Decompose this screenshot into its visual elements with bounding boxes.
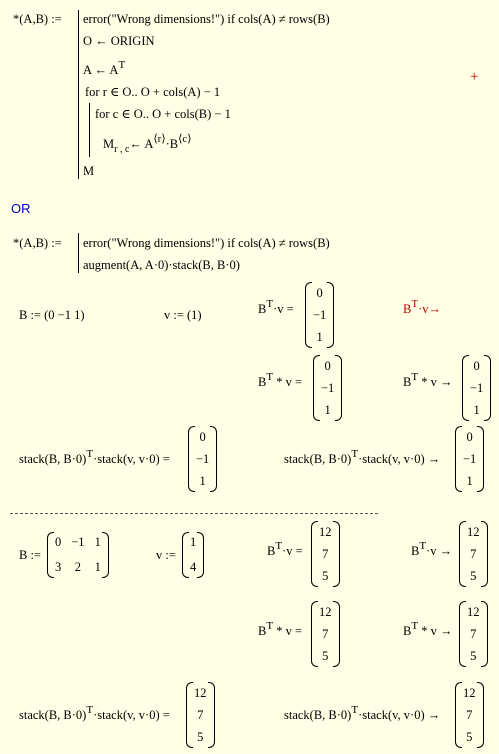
s2-stack-arrow-r2: 5 (466, 730, 473, 744)
s1-star-b: B (258, 375, 267, 389)
s1-star-symbolic[interactable] (403, 371, 453, 390)
s1-stack-a: stack(B, B·0) (19, 452, 87, 466)
s2-b-lhs[interactable]: B := (19, 548, 41, 562)
s2-bt-v-symbolic[interactable] (411, 540, 453, 559)
s2-dot-eq-r1: 7 (322, 547, 329, 561)
s2-b-02: 1 (94, 535, 101, 549)
s2-b-12: 1 (94, 560, 101, 574)
s1-bt-v-r0: 0 (316, 286, 323, 300)
s2-star-sym-t: T (411, 620, 419, 632)
s1-stack-sym-a: stack(B, B·0) (284, 452, 352, 466)
s1-stack-symbolic[interactable] (284, 448, 441, 467)
def2-line2[interactable]: augment(A, A·0)·stack(B, B·0) (83, 258, 240, 272)
s1-stack-eq-r0: 0 (199, 430, 206, 444)
s1-red-b: B (403, 302, 412, 316)
s1-v-definition[interactable]: v := (1) (164, 308, 202, 322)
def1-line5[interactable]: for c ∈ O.. O + cols(B) − 1 (95, 107, 231, 121)
s2-dot-arrow-r0: 12 (467, 525, 480, 539)
s1-star-eq-r2: 1 (324, 403, 331, 417)
s2-v-1: 4 (190, 560, 197, 574)
s2-sym-tail: ·v → (426, 544, 453, 558)
s2-star-eq-r1: 7 (322, 627, 329, 641)
s2-bt-v-symbolic-result (459, 521, 488, 587)
s1-stack-arrow-r2: 1 (466, 474, 473, 488)
def1-line4[interactable]: for r ∈ O.. O + cols(A) − 1 (85, 85, 221, 99)
s2-dot-arrow-r2: 5 (470, 569, 477, 583)
s1-star-eval[interactable] (258, 371, 303, 390)
s2-stack-eq-r2: 5 (197, 730, 204, 744)
s1-bt-v-eval[interactable] (258, 298, 294, 317)
s1-stack-arrow-r1: −1 (463, 452, 477, 466)
s2-dot-eq-r0: 12 (319, 525, 332, 539)
s1-stack-t: T (86, 448, 94, 460)
def1-line1[interactable]: error("Wrong dimensions!") if cols(A) ≠ rows(B) (83, 12, 330, 26)
s2-dotv: ·v = (282, 544, 303, 558)
s2-star-eq-r0: 12 (319, 605, 332, 619)
def1-line6-mid: ← A (129, 137, 154, 151)
s1-stack-sym-t: T (351, 448, 359, 460)
s1-star-sym-t: T (411, 371, 419, 383)
s2-sym-b: B (411, 544, 420, 558)
s1-dotv: ·v = (273, 302, 294, 316)
s2-b: B (267, 544, 276, 558)
s1-stack-arrow-r0: 0 (466, 430, 473, 444)
s2-bt-v-result (311, 521, 340, 587)
s1-stack-eq-r2: 1 (199, 474, 206, 488)
s1-b: B (258, 302, 267, 316)
s1-red-tail: ·v→ (418, 302, 441, 316)
s1-stack-eval-result (188, 426, 217, 492)
def2-lhs[interactable]: *(A,B) := (13, 236, 62, 250)
s1-bt-v-r2: 1 (316, 330, 323, 344)
s2-star-sym-b: B (403, 624, 412, 638)
s2-stack-symbolic[interactable] (284, 704, 441, 723)
region-separator (10, 513, 378, 514)
s1-b-definition[interactable]: B := (0 −1 1) (19, 308, 85, 322)
def1-line3-a: A ← A (83, 63, 119, 77)
s2-stack-t: T (86, 704, 94, 716)
s2-star-arrow-r2: 5 (470, 649, 477, 663)
def1-program-bar (78, 10, 79, 179)
s2-b-11: 2 (74, 560, 82, 574)
s1-stack-eval[interactable] (19, 448, 170, 467)
s1-star-eq-r1: −1 (321, 381, 335, 395)
s2-star-arrow-r1: 7 (470, 627, 477, 641)
s1-bt-v-r1: −1 (313, 308, 327, 322)
def1-line6-b: ·B (165, 137, 179, 151)
s1-star-sym-tail: * v → (418, 375, 453, 389)
s2-bt-v-eval[interactable] (267, 540, 303, 559)
def1-line6-sup2: ⟨c⟩ (178, 133, 192, 145)
s2-stack-b: ·stack(v, v·0) = (93, 708, 170, 722)
s2-star-eval-result (311, 601, 340, 667)
s2-dot-eq-r2: 5 (322, 569, 329, 583)
s2-dot-arrow-r1: 7 (470, 547, 477, 561)
s1-star-symbolic-result (462, 355, 491, 421)
s2-stack-eval-result (186, 682, 215, 748)
s1-star-arrow-r2: 1 (473, 403, 480, 417)
s2-stack-eq-r0: 12 (194, 686, 207, 700)
s2-stack-sym-a: stack(B, B·0) (284, 708, 352, 722)
def1-line6[interactable] (103, 133, 192, 155)
s2-star-t: T (266, 620, 274, 632)
or-label[interactable]: OR (11, 201, 31, 216)
s1-star-eq-r0: 0 (324, 359, 331, 373)
s2-star-tail: * v = (273, 624, 303, 638)
s2-b-01: −1 (71, 535, 85, 549)
s1-stack-sym-b: ·stack(v, v·0) → (358, 452, 441, 466)
s2-v-vector (182, 532, 204, 578)
s2-star-arrow-r0: 12 (467, 605, 480, 619)
s2-stack-sym-b: ·stack(v, v·0) → (358, 708, 441, 722)
s2-star-b: B (258, 624, 267, 638)
def1-line7[interactable]: M (83, 164, 95, 178)
s2-star-eq-r2: 5 (322, 649, 329, 663)
s2-t: T (275, 540, 283, 552)
s1-star-sym-b: B (403, 375, 412, 389)
s1-stack-b: ·stack(v, v·0) = (93, 452, 170, 466)
s2-stack-arrow-r0: 12 (463, 686, 476, 700)
s2-v-0: 1 (190, 535, 197, 549)
s1-stack-symbolic-result (455, 426, 484, 492)
s2-stack-eval[interactable] (19, 704, 170, 723)
s2-star-symbolic-result (459, 601, 488, 667)
s1-bt-v-result (305, 282, 334, 348)
s2-star-symbolic[interactable] (403, 620, 453, 639)
s2-stack-arrow-r1: 7 (466, 708, 473, 722)
s1-star-arrow-r0: 0 (473, 359, 480, 373)
def2-program-bar (78, 233, 79, 273)
s2-stack-eq-r1: 7 (197, 708, 204, 722)
def1-lhs[interactable]: *(A,B) := (13, 12, 62, 26)
def1-line2[interactable]: O ← ORIGIN (83, 34, 155, 48)
s1-t: T (266, 298, 274, 310)
s1-star-t: T (266, 371, 274, 383)
def2-line1[interactable]: error("Wrong dimensions!") if cols(A) ≠ rows(B) (83, 236, 330, 250)
s2-stack-symbolic-result (455, 682, 484, 748)
def1-line6-sup1: ⟨r⟩ (153, 133, 166, 145)
s2-v-lhs[interactable]: v := (156, 548, 176, 562)
s1-stack-eq-r1: −1 (196, 452, 210, 466)
s1-bt-v-symbolic-pending[interactable] (403, 298, 441, 317)
s2-b-matrix (47, 532, 109, 578)
s2-star-sym-tail: * v → (418, 624, 453, 638)
def1-line3[interactable] (83, 59, 126, 78)
s2-stack-a: stack(B, B·0) (19, 708, 87, 722)
s2-b-00: 0 (55, 535, 62, 549)
def1-line3-sup: T (118, 59, 126, 71)
s1-star-arrow-r1: −1 (470, 381, 484, 395)
s2-sym-t: T (419, 540, 427, 552)
def1-loop-bar (89, 103, 90, 157)
s1-red-t: T (411, 298, 419, 310)
s1-star-eval-result (313, 355, 342, 421)
s2-stack-sym-t: T (351, 704, 359, 716)
def1-line6-sub: r , c (114, 144, 130, 155)
s2-star-eval[interactable] (258, 620, 303, 639)
def1-line6-m: M (103, 137, 115, 151)
s1-star-tail: * v = (273, 375, 303, 389)
s2-b-10: 3 (55, 560, 62, 574)
add-region-marker[interactable]: + (470, 69, 479, 85)
